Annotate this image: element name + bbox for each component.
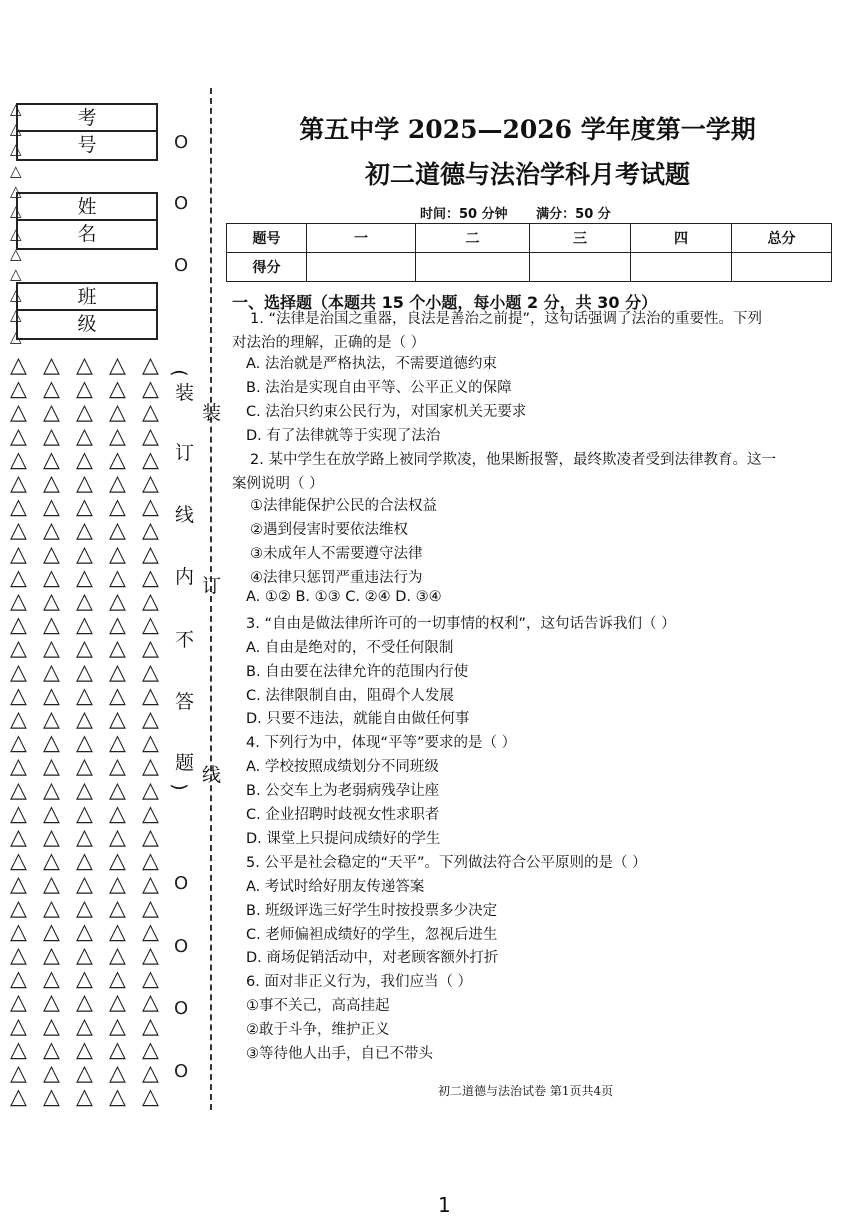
triangle-mark: △ [10, 376, 27, 402]
exam-number-label: 考 号 [18, 105, 156, 132]
triangle-mark: △ [43, 754, 60, 780]
triangle-mark: △ [10, 612, 27, 638]
triangle-mark: △ [109, 683, 126, 709]
triangle-mark: △ [142, 589, 159, 614]
triangle-mark: △ [76, 683, 93, 709]
page-footer: 初二道德与法治试卷 第1页共4页 [438, 1084, 614, 1098]
score-cell: 二 [416, 224, 530, 253]
triangle-mark: △ [10, 1084, 27, 1110]
triangle-mark: △ [43, 541, 60, 567]
question-option: ③未成年人不需要遵守法律 [250, 546, 423, 562]
triangle-mark: △ [10, 659, 27, 685]
binding-vertical-char: ) [168, 783, 191, 791]
triangle-mark: △ [43, 919, 60, 945]
question-option: ②遇到侵害时要依法维权 [250, 522, 408, 538]
triangle-mark: △ [43, 943, 60, 968]
triangle-mark: △ [43, 1037, 60, 1063]
triangle-mark: △ [43, 565, 60, 591]
triangle-mark: △ [142, 872, 159, 898]
triangle-mark: △ [142, 565, 159, 591]
question-option: ①事不关己，高高挂起 [246, 998, 390, 1014]
triangle-mark: △ [142, 1084, 159, 1110]
question-option: B. 法治是实现自由平等、公平正义的保障 [246, 380, 512, 396]
triangle-mark: △ [76, 848, 93, 874]
triangle-mark: △ [10, 100, 22, 118]
triangle-mark: △ [142, 683, 159, 709]
triangle-mark: △ [43, 423, 60, 449]
triangle-mark: △ [142, 612, 159, 638]
triangle-mark: △ [109, 1061, 126, 1086]
exam-title-line2: 初二道德与法治学科月考试题 [364, 160, 690, 189]
triangle-mark: △ [109, 636, 126, 662]
triangle-mark: △ [109, 659, 126, 685]
triangle-mark: △ [43, 1013, 60, 1039]
triangle-mark: △ [76, 801, 93, 827]
triangle-mark: △ [109, 943, 126, 968]
triangle-mark: △ [76, 471, 93, 496]
triangle-mark: △ [142, 471, 159, 496]
binding-hole-circle: O [174, 936, 189, 957]
triangle-mark: △ [109, 494, 126, 520]
score-input-cell[interactable] [732, 253, 832, 282]
binding-vertical-char: 装 [175, 382, 195, 404]
triangle-mark: △ [10, 400, 27, 426]
triangle-mark: △ [43, 636, 60, 662]
score-cell: 四 [631, 224, 732, 253]
triangle-mark: △ [10, 447, 27, 473]
triangle-mark: △ [142, 1037, 159, 1063]
binding-dashed-line [210, 88, 212, 1110]
triangle-mark: △ [10, 541, 27, 567]
triangle-mark: △ [109, 801, 126, 827]
triangle-mark: △ [76, 636, 93, 662]
exam-duration: 时间：50 分钟 [420, 207, 508, 222]
triangle-mark: △ [142, 966, 159, 992]
triangle-mark: △ [10, 518, 27, 544]
triangle-mark: △ [43, 825, 60, 850]
triangle-mark: △ [109, 376, 126, 402]
question-stem: 4. 下列行为中，体现“平等”要求的是（ ） [246, 735, 517, 751]
question-option: C. 老师偏袒成绩好的学生，忽视后进生 [246, 927, 498, 943]
triangle-mark: △ [43, 895, 60, 921]
triangle-mark: △ [76, 612, 93, 638]
triangle-mark: △ [109, 990, 126, 1016]
triangle-mark: △ [142, 919, 159, 945]
exam-title-line1: 第五中学 2025—2026 学年度第一学期 [299, 115, 756, 144]
binding-hole-circle: O [174, 132, 189, 153]
triangle-mark: △ [142, 730, 159, 756]
triangle-mark: △ [76, 825, 93, 850]
binding-hole-circle: O [174, 1061, 189, 1082]
triangle-mark: △ [76, 423, 93, 449]
triangle-mark: △ [76, 990, 93, 1016]
triangle-mark: △ [10, 140, 22, 158]
triangle-mark: △ [109, 966, 126, 992]
triangle-mark: △ [76, 494, 93, 520]
triangle-mark: △ [43, 707, 60, 732]
triangle-mark: △ [142, 494, 159, 520]
triangle-mark: △ [43, 801, 60, 827]
triangle-mark: △ [109, 777, 126, 803]
triangle-mark: △ [76, 1037, 93, 1063]
question-option: D. 商场促销活动中，对老顾客额外打折 [246, 950, 499, 966]
exam-time-info [420, 203, 635, 222]
triangle-mark: △ [76, 919, 93, 945]
triangle-mark: △ [10, 825, 27, 850]
question-option: C. 法律限制自由，阻碍个人发展 [246, 688, 454, 704]
triangle-mark: △ [10, 225, 22, 243]
triangle-mark: △ [109, 848, 126, 874]
triangle-mark: △ [43, 1061, 60, 1086]
triangle-mark: △ [109, 541, 126, 567]
triangle-mark: △ [10, 990, 27, 1016]
score-cell: 题号 [227, 224, 307, 253]
question-option: 对法治的理解，正确的是（ ） [232, 335, 426, 351]
triangle-mark: △ [43, 777, 60, 803]
question-option: B. 公交车上为老弱病残孕让座 [246, 783, 440, 799]
triangle-mark: △ [10, 565, 27, 591]
score-cell: 总分 [732, 224, 832, 253]
question-option: A. 考试时给好朋友传递答案 [246, 879, 425, 895]
score-input-cell[interactable] [416, 253, 530, 282]
triangle-mark: △ [109, 1084, 126, 1110]
question-stem: 1. “法律是治国之重器，良法是善治之前提”，这句话强调了法治的重要性。下列 [250, 311, 762, 327]
triangle-mark: △ [10, 848, 27, 874]
question-stem: 6. 面对非正义行为，我们应当（ ） [246, 974, 473, 990]
score-cell: 得分 [227, 253, 307, 282]
question-option: B. 自由要在法律允许的范围内行使 [246, 664, 469, 680]
question-option: ③等待他人出手，自已不带头 [246, 1046, 433, 1062]
binding-vertical-char: 线 [202, 760, 221, 787]
triangle-mark: △ [43, 848, 60, 874]
triangle-mark: △ [142, 447, 159, 473]
triangle-mark: △ [109, 895, 126, 921]
triangle-mark: △ [109, 400, 126, 426]
triangle-mark: △ [109, 612, 126, 638]
binding-vertical-char: 订 [202, 571, 221, 598]
triangle-mark: △ [76, 589, 93, 614]
binding-vertical-char: ( [168, 369, 191, 377]
triangle-mark: △ [10, 423, 27, 449]
question-stem: 3. “自由是做法律所许可的一切事情的权利”，这句话告诉我们（ ） [246, 616, 676, 632]
triangle-mark: △ [10, 245, 22, 263]
triangle-mark: △ [142, 825, 159, 850]
triangle-mark: △ [10, 182, 22, 200]
question-option: A. ①② B. ①③ C. ②④ D. ③④ [246, 589, 442, 605]
question-option: A. 学校按照成绩划分不同班级 [246, 759, 439, 775]
score-input-cell[interactable] [530, 253, 631, 282]
triangle-mark: △ [109, 707, 126, 732]
triangle-mark: △ [76, 541, 93, 567]
triangle-mark: △ [43, 1084, 60, 1110]
binding-vertical-char: 不 [175, 629, 195, 651]
triangle-mark: △ [142, 895, 159, 921]
triangle-mark: △ [76, 777, 93, 803]
question-option: D. 只要不违法，就能自由做任何事 [246, 711, 470, 727]
triangle-mark: △ [109, 565, 126, 591]
binding-vertical-char: 内 [175, 566, 195, 588]
triangle-mark: △ [43, 494, 60, 520]
triangle-pattern [8, 80, 168, 1110]
triangle-mark: △ [109, 825, 126, 850]
triangle-mark: △ [10, 265, 22, 283]
triangle-mark: △ [142, 1061, 159, 1086]
score-table [226, 223, 832, 282]
question-option: D. 课堂上只提问成绩好的学生 [246, 831, 441, 847]
triangle-mark: △ [142, 518, 159, 544]
triangle-mark: △ [43, 400, 60, 426]
triangle-mark: △ [109, 754, 126, 780]
triangle-mark: △ [76, 895, 93, 921]
triangle-mark: △ [109, 1037, 126, 1063]
binding-vertical-char: 订 [175, 442, 195, 464]
triangle-mark: △ [142, 636, 159, 662]
triangle-mark: △ [142, 754, 159, 780]
question-option: B. 班级评选三好学生时按投票多少决定 [246, 903, 498, 919]
score-table-score-row [227, 253, 832, 282]
triangle-mark: △ [142, 943, 159, 968]
triangle-mark: △ [10, 306, 22, 324]
question-stem: 2. 某中学生在放学路上被同学欺凌，他果断报警，最终欺凌者受到法律教育。这一 [250, 452, 776, 468]
triangle-mark: △ [10, 202, 22, 220]
triangle-mark: △ [10, 1037, 27, 1063]
triangle-mark: △ [142, 777, 159, 803]
triangle-mark: △ [109, 730, 126, 756]
triangle-mark: △ [10, 471, 27, 496]
triangle-mark: △ [10, 895, 27, 921]
triangle-mark: △ [10, 1013, 27, 1039]
triangle-mark: △ [76, 707, 93, 732]
score-input-cell[interactable] [307, 253, 416, 282]
triangle-mark: △ [43, 990, 60, 1016]
triangle-mark: △ [10, 328, 22, 346]
binding-vertical-char: 答 [175, 691, 195, 713]
question-option: ②敢于斗争，维护正义 [246, 1022, 390, 1038]
triangle-mark: △ [10, 636, 27, 662]
question-option: C. 企业招聘时歧视女性求职者 [246, 807, 440, 823]
question-option: ④法律只惩罚严重违法行为 [250, 570, 423, 586]
triangle-mark: △ [142, 353, 159, 378]
question-option: ①法律能保护公民的合法权益 [250, 498, 437, 514]
triangle-mark: △ [142, 400, 159, 426]
triangle-mark: △ [10, 162, 22, 180]
triangle-mark: △ [109, 1013, 126, 1039]
triangle-mark: △ [109, 518, 126, 544]
section-heading: 一、选择题（本题共 15 个小题，每小题 2 分，共 30 分） [232, 293, 658, 312]
triangle-mark: △ [76, 730, 93, 756]
triangle-mark: △ [109, 589, 126, 614]
name-label: 姓 名 [18, 194, 156, 221]
triangle-mark: △ [10, 777, 27, 803]
binding-vertical-char: 线 [175, 504, 195, 526]
question-option: C. 法治只约束公民行为，对国家机关无要求 [246, 404, 527, 420]
triangle-mark: △ [76, 447, 93, 473]
triangle-mark: △ [109, 353, 126, 378]
triangle-mark: △ [43, 471, 60, 496]
triangle-mark: △ [43, 447, 60, 473]
triangle-mark: △ [109, 919, 126, 945]
triangle-mark: △ [76, 376, 93, 402]
triangle-mark: △ [10, 872, 27, 898]
triangle-mark: △ [43, 683, 60, 709]
page-number: 1 [438, 1193, 451, 1217]
triangle-mark: △ [76, 1013, 93, 1039]
question-option: 案例说明（ ） [232, 476, 324, 492]
triangle-mark: △ [142, 376, 159, 402]
triangle-mark: △ [43, 659, 60, 685]
triangle-mark: △ [10, 707, 27, 732]
triangle-mark: △ [76, 754, 93, 780]
triangle-mark: △ [10, 966, 27, 992]
triangle-mark: △ [10, 730, 27, 756]
triangle-mark: △ [142, 659, 159, 685]
exam-full-score: 满分：50 分 [536, 207, 611, 222]
triangle-mark: △ [142, 541, 159, 567]
triangle-mark: △ [43, 353, 60, 378]
triangle-mark: △ [76, 943, 93, 968]
binding-hole-circle: O [174, 193, 189, 214]
triangle-mark: △ [10, 919, 27, 945]
score-table-header-row [227, 224, 832, 253]
triangle-mark: △ [109, 423, 126, 449]
triangle-mark: △ [76, 1084, 93, 1110]
question-option: D. 有了法律就等于实现了法治 [246, 428, 441, 444]
triangle-mark: △ [142, 801, 159, 827]
binding-hole-circle: O [174, 873, 189, 894]
triangle-mark: △ [43, 730, 60, 756]
score-input-cell[interactable] [631, 253, 732, 282]
triangle-mark: △ [76, 872, 93, 898]
triangle-mark: △ [76, 966, 93, 992]
triangle-mark: △ [76, 1061, 93, 1086]
binding-vertical-char: 题 [175, 752, 195, 774]
triangle-mark: △ [10, 801, 27, 827]
binding-vertical-char: 装 [202, 398, 221, 425]
question-option: A. 自由是绝对的，不受任何限制 [246, 640, 454, 656]
triangle-mark: △ [109, 447, 126, 473]
triangle-mark: △ [76, 400, 93, 426]
question-stem: 5. 公平是社会稳定的“天平”。下列做法符合公平原则的是（ ） [246, 855, 647, 871]
triangle-mark: △ [43, 612, 60, 638]
triangle-mark: △ [142, 1013, 159, 1039]
class-label: 班 级 [18, 284, 156, 311]
triangle-mark: △ [142, 423, 159, 449]
triangle-mark: △ [142, 990, 159, 1016]
triangle-mark: △ [43, 376, 60, 402]
triangle-mark: △ [43, 518, 60, 544]
triangle-mark: △ [10, 754, 27, 780]
triangle-mark: △ [76, 353, 93, 378]
triangle-mark: △ [10, 353, 27, 378]
binding-hole-circle: O [174, 255, 189, 276]
triangle-mark: △ [43, 589, 60, 614]
triangle-mark: △ [76, 565, 93, 591]
triangle-mark: △ [76, 659, 93, 685]
score-cell: 三 [530, 224, 631, 253]
triangle-mark: △ [142, 707, 159, 732]
triangle-mark: △ [10, 286, 22, 304]
triangle-mark: △ [10, 943, 27, 968]
binding-hole-circle: O [174, 998, 189, 1019]
triangle-mark: △ [109, 471, 126, 496]
question-option: A. 法治就是严格执法，不需要道德约束 [246, 356, 497, 372]
score-cell: 一 [307, 224, 416, 253]
triangle-mark: △ [10, 120, 22, 138]
triangle-mark: △ [10, 1061, 27, 1086]
triangle-mark: △ [43, 966, 60, 992]
triangle-mark: △ [10, 494, 27, 520]
triangle-mark: △ [76, 518, 93, 544]
triangle-mark: △ [43, 872, 60, 898]
triangle-mark: △ [10, 589, 27, 614]
triangle-mark: △ [10, 683, 27, 709]
triangle-mark: △ [142, 848, 159, 874]
triangle-mark: △ [109, 872, 126, 898]
